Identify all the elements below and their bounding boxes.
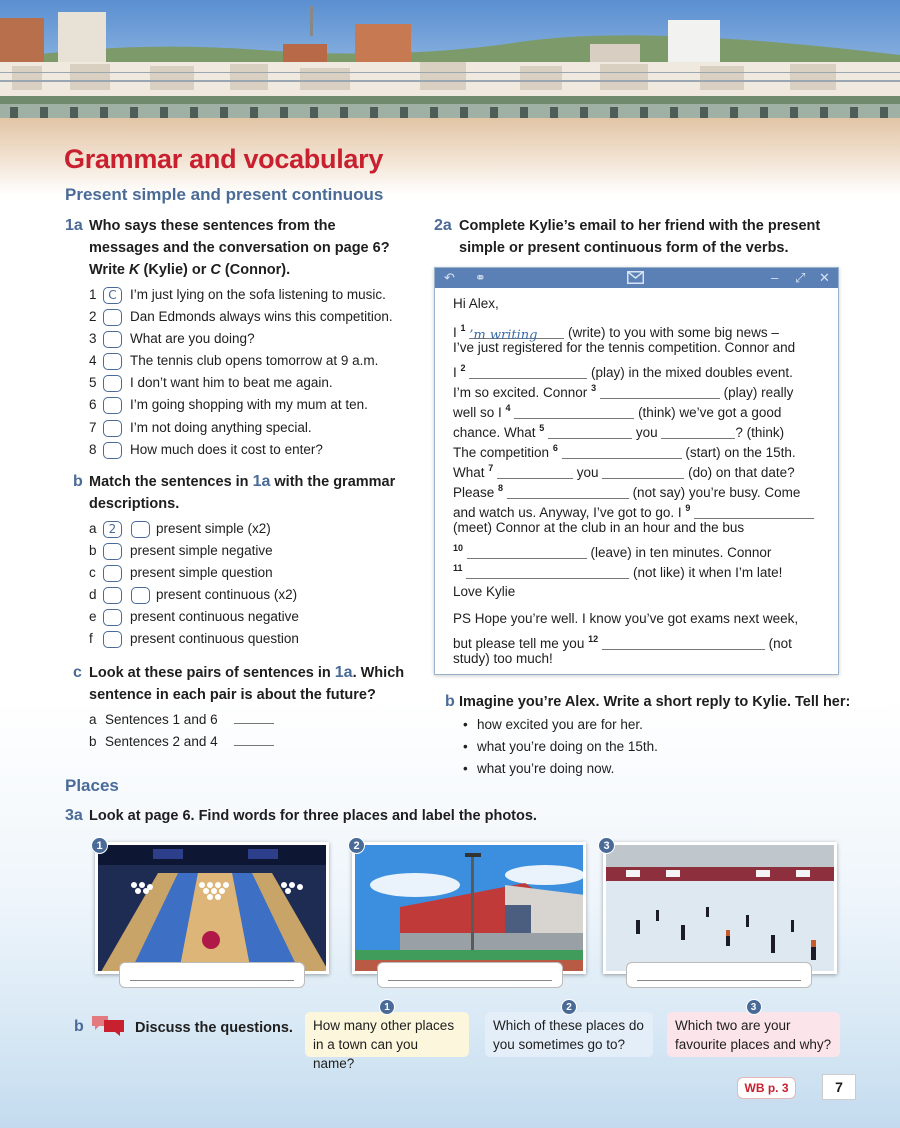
minimize-icon[interactable]: – <box>771 270 779 285</box>
answer-box[interactable]: 2 <box>103 521 122 538</box>
answer-blank-3[interactable] <box>600 385 720 399</box>
item-text: What are you doing? <box>130 331 255 347</box>
exercise-item <box>89 709 389 731</box>
exercise-1b-list <box>89 518 419 651</box>
answer-blank[interactable] <box>234 723 274 724</box>
speech-bubbles-icon <box>90 1014 126 1043</box>
answer-box[interactable] <box>103 331 122 348</box>
item-number: 1 <box>89 287 97 302</box>
item-text: Sentences 2 and 4 <box>105 734 218 750</box>
exercise-1b-instruction: b Match the sentences in 1a with the grammar descriptions. <box>73 473 396 512</box>
item-number: 5 <box>89 375 97 391</box>
exercise-number: b <box>73 473 83 490</box>
sports-centre-photo <box>352 842 586 974</box>
item-letter: c <box>89 565 96 581</box>
bullet-item: • what you’re doing on the 15th. <box>477 736 658 758</box>
item-text: present simple negative <box>130 543 273 559</box>
exercise-item <box>89 606 419 628</box>
answer-box[interactable] <box>103 420 122 437</box>
exercise-item <box>89 284 419 306</box>
exercise-item <box>89 518 419 540</box>
exercise-1c-list <box>89 709 389 753</box>
item-text: How much does it cost to enter? <box>130 441 323 457</box>
answer-blank-5b[interactable] <box>661 425 735 439</box>
photo-label-input-2[interactable] <box>377 962 563 988</box>
item-letter: d <box>89 587 97 603</box>
attachment-icon[interactable]: ⚭ <box>475 270 486 285</box>
answer-blank-7a[interactable] <box>497 465 573 479</box>
answer-box[interactable] <box>103 375 122 392</box>
email-window <box>434 267 839 675</box>
exercise-2a-instruction: 2a Complete Kylie’s email to her friend with the present simple or present continuous form of the verbs. <box>434 217 821 256</box>
answer-blank[interactable] <box>234 745 274 746</box>
item-text: I don’t want him to beat me again. <box>130 375 333 391</box>
reply-icon[interactable]: ↶ <box>444 270 455 285</box>
workbook-reference[interactable]: WB p. 3 <box>737 1077 796 1099</box>
exercise-item <box>89 731 389 753</box>
email-body: Hi Alex, I $^1$ ’m writing (write) to you with some big news – I’ve just registered for the tennis competition. Connor and I $^2$ (play) in the mixed doubles event. I’m so excited. Connor $^3$ (play) really well so I $^4$ (think) we’ve got a good chance. What $^5$ you ? (think) The competition $^6$ (start) on the 15th. What $^7$ you (do) on that date? Please $^8$ (not say) you’re busy. Come and watch us. Anyway, I’ve got to go. I $^9$ (meet) Connor at the club in an hour and the bus $^{10}$ (leave) in ten minutes. Connor $^{11}$ (not like) it when I’m late! Love Kylie PS Hope you’re well. I know you’ve got exams next week, but please tell me you $^{12}$ (not study) too much! <box>453 294 823 669</box>
item-letter: a <box>89 712 97 727</box>
discussion-card-1: 1 How many other places in a town can you name? <box>305 1012 469 1057</box>
item-text: present simple (x2) <box>156 521 271 536</box>
exercise-item <box>89 350 419 372</box>
item-text: present continuous (x2) <box>156 587 298 603</box>
discussion-card-2: 2 Which of these places do you sometimes go to? <box>485 1012 653 1057</box>
exercise-item <box>89 439 419 461</box>
item-number: 2 <box>89 309 97 325</box>
exercise-item <box>89 417 419 439</box>
answer-box[interactable] <box>103 543 122 560</box>
email-toolbar <box>435 268 838 288</box>
answer-box[interactable] <box>103 609 122 626</box>
bullet-item: • how excited you are for her. <box>477 714 643 736</box>
bullet-item: • what you’re doing now. <box>477 758 614 780</box>
item-text: present continuous negative <box>130 609 299 625</box>
discussion-card-3: 3 Which two are your favourite places and why? <box>667 1012 840 1057</box>
bowling-alley-photo <box>95 842 329 974</box>
answer-box[interactable] <box>103 565 122 582</box>
section-subtitle: Present simple and present continuous <box>65 185 384 204</box>
exercise-item <box>89 584 419 606</box>
item-text: Dan Edmonds always wins this competition. <box>130 309 393 325</box>
exercise-number: 3a <box>65 807 83 824</box>
exercise-1a-list <box>89 284 419 461</box>
page-title: Grammar and vocabulary <box>64 144 384 174</box>
exercise-item <box>89 372 419 394</box>
item-letter: a <box>89 521 97 536</box>
item-number: 8 <box>89 441 97 457</box>
answer-box[interactable] <box>103 631 122 648</box>
answer-box[interactable] <box>131 521 150 538</box>
answer-blank-8[interactable] <box>507 485 629 499</box>
answer-blank-12[interactable] <box>602 636 765 650</box>
answer-blank-4[interactable] <box>514 405 634 419</box>
exercise-number: c <box>73 664 82 681</box>
answer-box[interactable] <box>103 353 122 370</box>
item-text: I’m not doing anything special. <box>130 419 312 435</box>
item-text: Sentences 1 and 6 <box>105 712 218 727</box>
item-letter: f <box>89 631 93 647</box>
exercise-number: 2a <box>434 217 452 234</box>
places-heading: Places <box>65 776 119 795</box>
exercise-item <box>89 328 419 350</box>
item-number: 4 <box>89 353 97 369</box>
photo-label-input-1[interactable] <box>119 962 305 988</box>
exercise-2b-instruction: b Imagine you’re Alex. Write a short reply to Kylie. Tell her: <box>459 691 859 713</box>
item-number: 3 <box>89 331 97 347</box>
item-text: The tennis club opens tomorrow at 9 a.m. <box>130 353 379 369</box>
answer-blank-7b[interactable] <box>602 465 684 479</box>
example-answer: ’m writing <box>469 328 538 343</box>
exercise-3b-instruction: Discuss the questions. <box>135 1020 293 1036</box>
answer-box[interactable] <box>103 309 122 326</box>
answer-box[interactable] <box>103 442 122 459</box>
item-text: I’m just lying on the sofa listening to music. <box>130 287 386 302</box>
exercise-number: 1a <box>65 217 83 234</box>
answer-blank-10[interactable] <box>467 545 587 559</box>
photo-number-3: 3 <box>598 837 615 854</box>
item-letter: e <box>89 609 97 625</box>
exercise-number: b <box>445 693 455 710</box>
item-text: present simple question <box>130 565 273 581</box>
exercise-3a-instruction: 3a Look at page 6. Find words for three places and label the photos. <box>89 805 609 827</box>
exercise-item <box>89 540 419 562</box>
answer-box[interactable] <box>103 587 122 604</box>
item-text: I’m going shopping with my mum at ten. <box>130 397 368 413</box>
answer-box[interactable] <box>131 587 150 604</box>
item-number: 7 <box>89 419 97 435</box>
answer-blank-2[interactable] <box>469 365 587 379</box>
exercise-number: b <box>74 1018 84 1035</box>
exercise-item <box>89 628 419 650</box>
ice-rink-photo <box>603 842 837 974</box>
resize-icon[interactable]: ⤢ <box>795 270 806 285</box>
answer-blank-9[interactable] <box>694 505 814 519</box>
item-letter: b <box>89 543 97 559</box>
item-letter: b <box>89 734 97 750</box>
exercise-1c-instruction: c Look at these pairs of sentences in 1a. Which sentence in each pair is about the future? <box>73 664 405 703</box>
close-icon[interactable]: ✕ <box>819 270 830 285</box>
page-number: 7 <box>822 1074 856 1100</box>
photo-number-1: 1 <box>91 837 108 854</box>
photo-label-input-3[interactable] <box>626 962 812 988</box>
item-number: 6 <box>89 397 97 413</box>
answer-blank-11[interactable] <box>466 565 629 579</box>
photo-number-2: 2 <box>348 837 365 854</box>
envelope-icon[interactable] <box>627 271 644 287</box>
exercise-item <box>89 562 419 584</box>
exercise-item <box>89 306 419 328</box>
exercise-item <box>89 394 419 416</box>
answer-box[interactable] <box>103 397 122 414</box>
exercise-1a-instruction: 1a Who says these sentences from the messages and the conversation on page 6? Write K (Kylie) or C (Connor). <box>65 217 390 278</box>
item-text: present continuous question <box>130 631 299 647</box>
answer-box[interactable]: C <box>103 287 122 304</box>
answer-blank-6[interactable] <box>562 445 682 459</box>
answer-blank-5a[interactable] <box>548 425 632 439</box>
